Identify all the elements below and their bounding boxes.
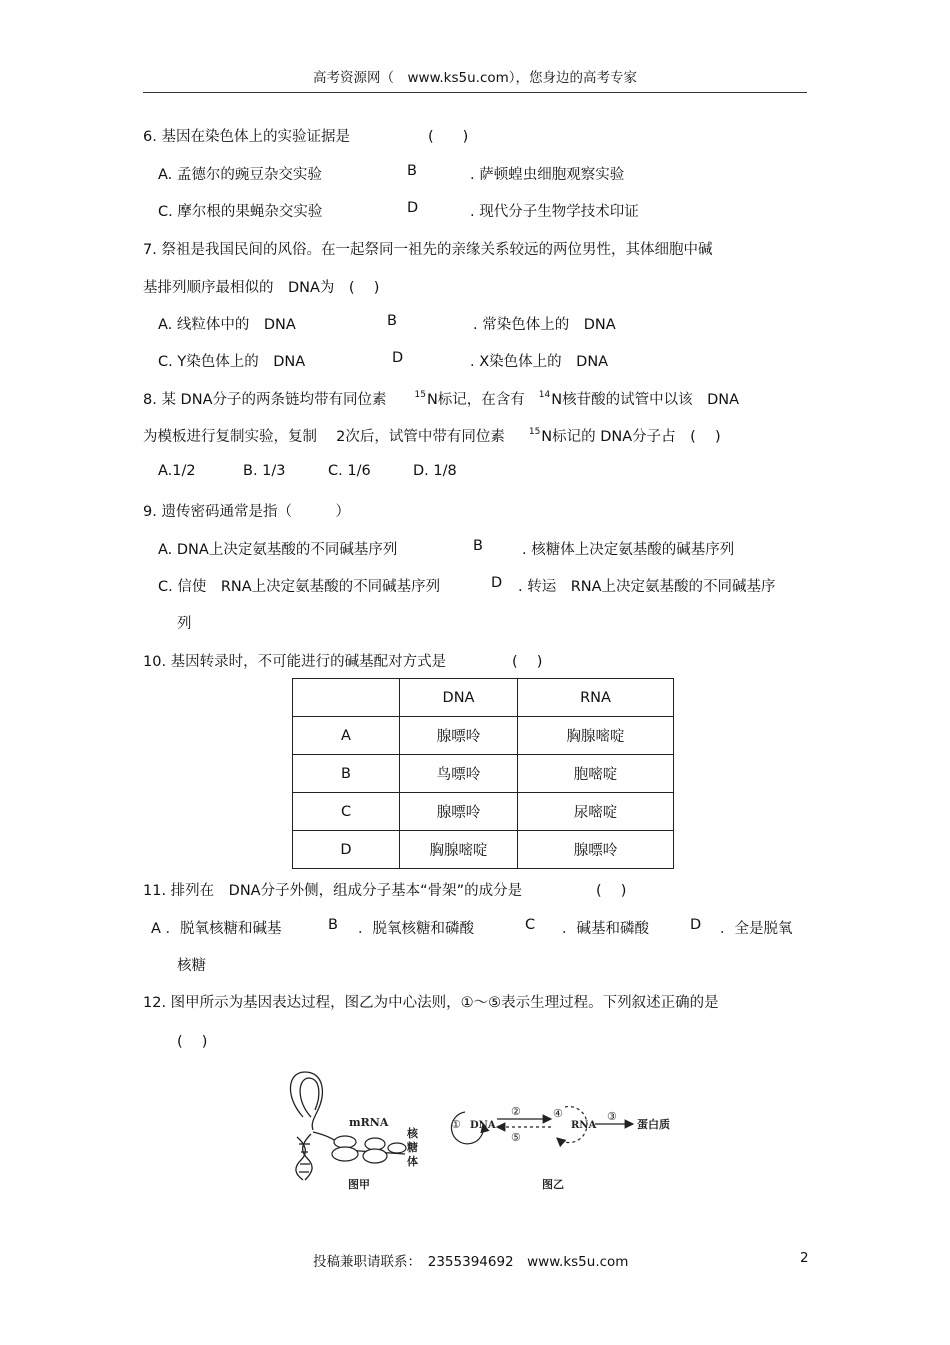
footer-contact: 投稿兼职请联系： 2355394692 www.ks5u.com (313, 1254, 629, 1270)
q6-option-d-letter: D (407, 200, 419, 216)
q7-option-b-letter: B (387, 313, 397, 329)
q9-option-d: . 转运 RNA上决定氨基酸的不同碱基序 (518, 579, 776, 595)
figure-a-caption: 图甲 (348, 1178, 370, 1191)
process-1-marker: ① (451, 1118, 461, 1131)
table-header-cell: RNA (518, 679, 674, 717)
table-header-cell: DNA (400, 679, 518, 717)
process-2-marker: ② (511, 1105, 521, 1118)
table-cell: B (293, 755, 400, 793)
q8-option-b: B. 1/3 (243, 463, 286, 479)
q12-paren: ( ) (177, 1034, 208, 1050)
q8-option-d: D. 1/8 (413, 463, 457, 479)
q11-option-d: ．全是脱氧 (720, 921, 793, 937)
q6-option-a: A. 孟德尔的豌豆杂交实验 (158, 167, 322, 183)
table-row (293, 717, 674, 755)
q11-stem: 11. 排列在 DNA分子外侧，组成分子基本“骨架”的成分是 (143, 883, 523, 899)
q8-line1-part-b: N标记，在含有 (426, 392, 525, 408)
table-row (293, 755, 674, 793)
table-cell: 腺嘌呤 (518, 831, 674, 869)
header-divider (143, 92, 807, 93)
table-cell: 腺嘌呤 (400, 717, 518, 755)
q8-line2-part-a: 为模板进行复制实验，复制 2次后，试管中带有同位素 (143, 429, 505, 445)
q7-stem-line1: 7. 祭祖是我国民间的风俗。在一起祭同一祖先的亲缘关系较远的两位男性，其体细胞中碱 (143, 242, 713, 258)
page-header: 高考资源网（ www.ks5u.com），您身边的高考专家 (313, 70, 638, 86)
q6-stem: 6. 基因在染色体上的实验证据是 (143, 129, 350, 145)
q9-option-d-letter: D (491, 575, 503, 591)
process-3-marker: ③ (607, 1110, 617, 1123)
table-cell: 尿嘧啶 (518, 793, 674, 831)
rna-label: RNA (571, 1120, 597, 1131)
table-cell: 鸟嘌呤 (400, 755, 518, 793)
q7-option-d-letter: D (392, 350, 404, 366)
q8-option-c: C. 1/6 (328, 463, 371, 479)
table-cell: 胞嘧啶 (518, 755, 674, 793)
q9-option-b-letter: B (473, 538, 483, 554)
q6-option-d: . 现代分子生物学技术印证 (470, 204, 639, 220)
table-row (293, 831, 674, 869)
q7-stem-line2: 基排列顺序最相似的 DNA为 ( ) (143, 280, 380, 296)
q8-stem-line1 (143, 388, 739, 409)
q7-option-b: . 常染色体上的 DNA (473, 317, 616, 333)
ribosome-label-2: 糖 (407, 1141, 418, 1154)
table-cell: C (293, 793, 400, 831)
mrna-label: mRNA (349, 1116, 389, 1129)
q7-option-d: . X染色体上的 DNA (470, 354, 609, 370)
q9-option-d-continued: 列 (177, 616, 192, 632)
q8-option-a: A.1/2 (158, 463, 196, 479)
table-cell: 胸腺嘧啶 (518, 717, 674, 755)
q9-option-b: . 核糖体上决定氨基酸的碱基序列 (522, 542, 735, 558)
q11-option-c-letter: C (525, 917, 536, 933)
q8-line1-part-a: 8. 某 DNA分子的两条链均带有同位素 (143, 392, 387, 408)
q11-option-d-continued: 核糖 (177, 958, 206, 974)
q11-option-a: A ．脱氧核糖和碱基 (151, 921, 282, 937)
ribosome-shapes (332, 1136, 406, 1163)
dna-label: DNA (470, 1120, 496, 1131)
q6-paren: ( ) (428, 129, 469, 145)
ribosome-label-1: 核 (407, 1127, 418, 1140)
q8-sup-15-b: 15 (528, 427, 541, 437)
table-header-row (293, 679, 674, 717)
q11-option-b: ．脱氧核糖和磷酸 (358, 921, 474, 937)
table-header-cell (293, 679, 400, 717)
q12-stem: 12. 图甲所示为基因表达过程，图乙为中心法则，①～⑤表示生理过程。下列叙述正确的是 (143, 995, 719, 1011)
q11-paren: ( ) (596, 883, 627, 899)
q6-option-c: C. 摩尔根的果蝇杂交实验 (158, 204, 323, 220)
ribosome-label-3: 体 (407, 1155, 418, 1168)
process-5-marker: ⑤ (511, 1131, 521, 1144)
q7-option-a: A. 线粒体中的 DNA (158, 317, 296, 333)
q12-figure (275, 1062, 695, 1197)
q9-stem: 9. 遗传密码通常是指（ ） (143, 504, 350, 520)
q6-option-b-letter: B (407, 163, 417, 179)
q9-option-a: A. DNA上决定氨基酸的不同碱基序列 (158, 542, 398, 558)
q8-sup-14: 14 (538, 390, 551, 400)
table-row (293, 793, 674, 831)
table-cell: 腺嘌呤 (400, 793, 518, 831)
q10-paren: ( ) (512, 654, 543, 670)
protein-label: 蛋白质 (637, 1118, 670, 1131)
q7-option-c: C. Y染色体上的 DNA (158, 354, 306, 370)
figure-b-caption: 图乙 (542, 1178, 564, 1191)
q9-option-c: C. 信使 RNA上决定氨基酸的不同碱基序列 (158, 579, 441, 595)
q11-option-d-letter: D (690, 917, 702, 933)
page-number: 2 (800, 1250, 809, 1266)
q11-option-b-letter: B (328, 917, 338, 933)
q10-stem: 10. 基因转录时，不可能进行的碱基配对方式是 (143, 654, 447, 670)
table-cell: D (293, 831, 400, 869)
q11-option-c: ．碱基和磷酸 (562, 921, 649, 937)
q8-line1-part-c: N核苷酸的试管中以该 DNA (551, 392, 740, 408)
process-4-marker: ④ (553, 1107, 563, 1120)
table-cell: A (293, 717, 400, 755)
q8-line2-part-b: N标记的 DNA分子占 ( ) (541, 429, 721, 445)
q8-stem-line2 (143, 425, 721, 446)
table-cell: 胸腺嘧啶 (400, 831, 518, 869)
q8-sup-15: 15 (414, 390, 426, 400)
q10-table (292, 678, 674, 869)
q6-option-b: . 萨顿蝗虫细胞观察实验 (470, 167, 625, 183)
